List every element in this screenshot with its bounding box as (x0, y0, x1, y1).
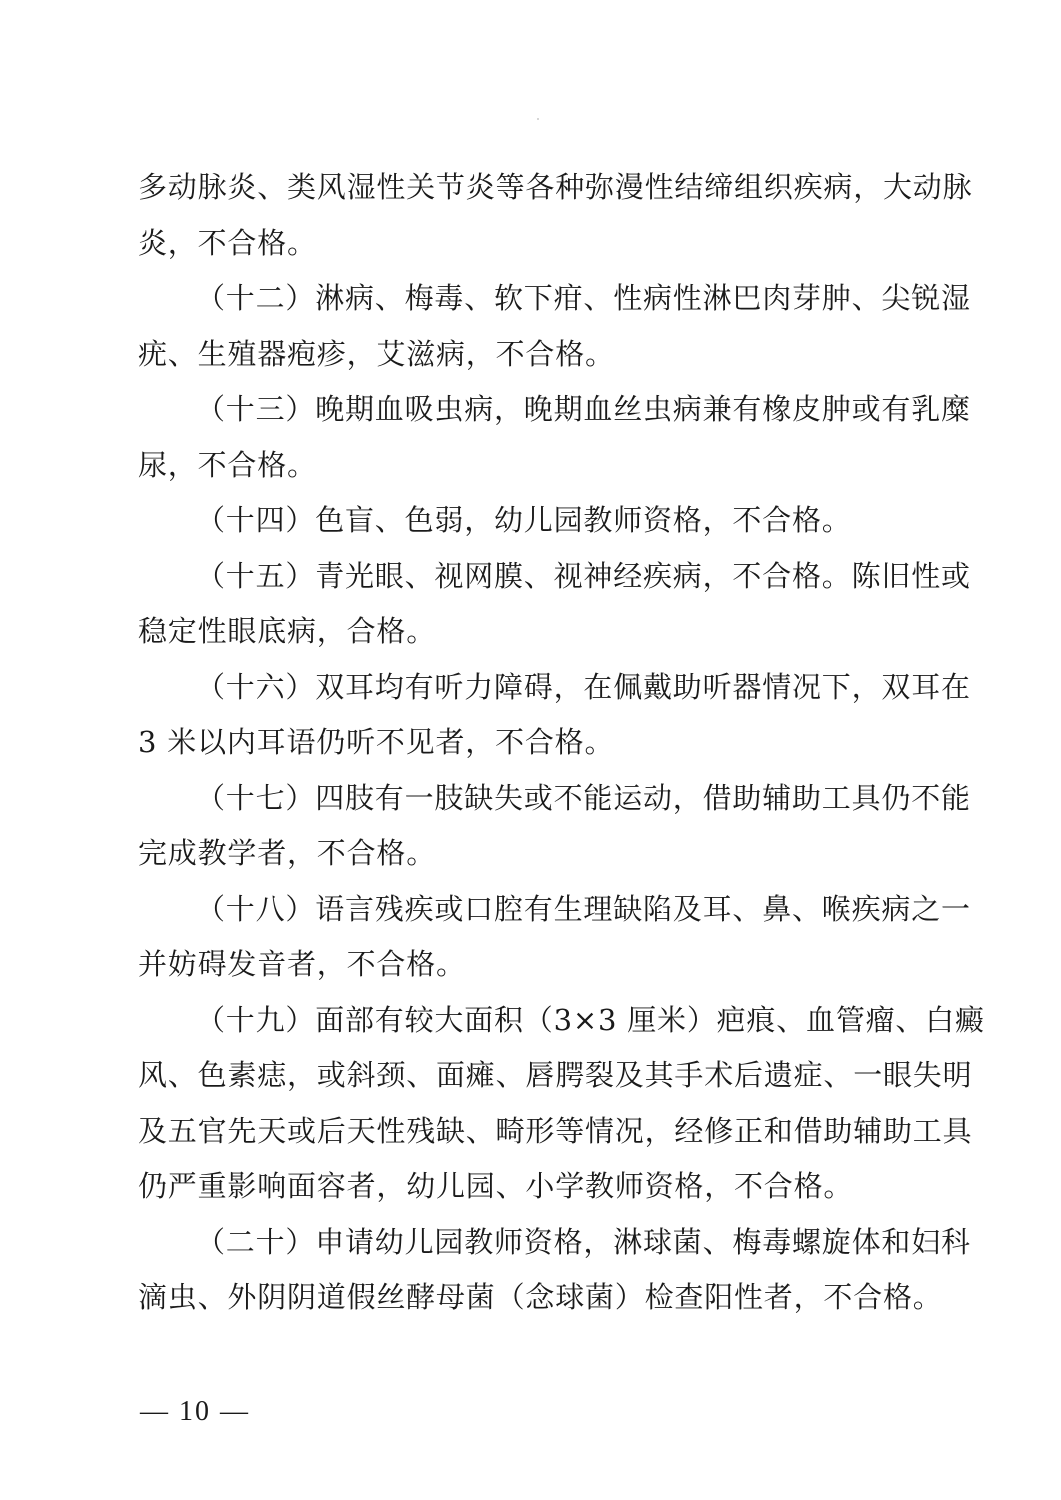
text-line: （十二）淋病、梅毒、软下疳、性病性淋巴肉芽肿、尖锐湿 (196, 281, 971, 315)
paragraph-item-17 (138, 771, 971, 882)
text-line: （十九）面部有较大面积（3×3 厘米）疤痕、血管瘤、白癜 (196, 1002, 985, 1037)
text-line: 滴虫、外阴阴道假丝酵母菌（念球菌）检查阳性者，不合格。 (138, 1280, 943, 1314)
text-line: 炎，不合格。 (138, 225, 317, 260)
scan-speck (537, 118, 539, 120)
paragraph-item-14 (138, 493, 946, 549)
text-line: 3 米以内耳语仍听不见者，不合格。 (138, 725, 615, 759)
text-line: 稳定性眼底病，合格。 (138, 614, 437, 648)
text-line: （十三）晚期血吸虫病，晚期血丝虫病兼有橡皮肿或有乳糜 (196, 392, 971, 426)
text-line: 并妨碍发音者，不合格。 (138, 947, 466, 981)
text-line: （二十）申请幼儿园教师资格，淋球菌、梅毒螺旋体和妇科 (196, 1224, 971, 1259)
paragraph-continuation (138, 160, 973, 271)
text-line: 尿，不合格。 (138, 447, 317, 482)
text-line: 疣、生殖器疱疹，艾滋病，不合格。 (138, 336, 615, 371)
text-line: （十五）青光眼、视网膜、视神经疾病，不合格。陈旧性或 (196, 558, 971, 593)
text-line: 及五官先天或后天性残缺、畸形等情况，经修正和借助辅助工具 (138, 1113, 973, 1148)
text-line: 完成教学者，不合格。 (138, 836, 437, 870)
paragraph-item-18 (138, 882, 971, 993)
text-line: （十七）四肢有一肢缺失或不能运动，借助辅助工具仍不能 (196, 780, 971, 815)
paragraph-item-20 (138, 1215, 971, 1326)
text-line: （十八）语言残疾或口腔有生理缺陷及耳、鼻、喉疾病之一 (196, 891, 971, 926)
page-number: — 10 — (140, 1396, 250, 1427)
text-line: 多动脉炎、类风湿性关节炎等各种弥漫性结缔组织疾病，大动脉 (138, 170, 973, 204)
paragraph-item-16 (138, 660, 971, 771)
text-line: 风、色素痣，或斜颈、面瘫、唇腭裂及其手术后遗症、一眼失明 (138, 1058, 973, 1092)
paragraph-item-13 (138, 382, 971, 493)
paragraph-item-19 (138, 993, 985, 1215)
text-line: （十六）双耳均有听力障碍，在佩戴助听器情况下，双耳在 (196, 669, 971, 704)
paragraph-item-15 (138, 549, 971, 660)
text-line: （十四）色盲、色弱，幼儿园教师资格，不合格。 (196, 503, 852, 537)
paragraph-item-12 (138, 271, 971, 382)
body-text (138, 160, 985, 1326)
text-line: 仍严重影响面容者，幼儿园、小学教师资格，不合格。 (138, 1169, 854, 1203)
